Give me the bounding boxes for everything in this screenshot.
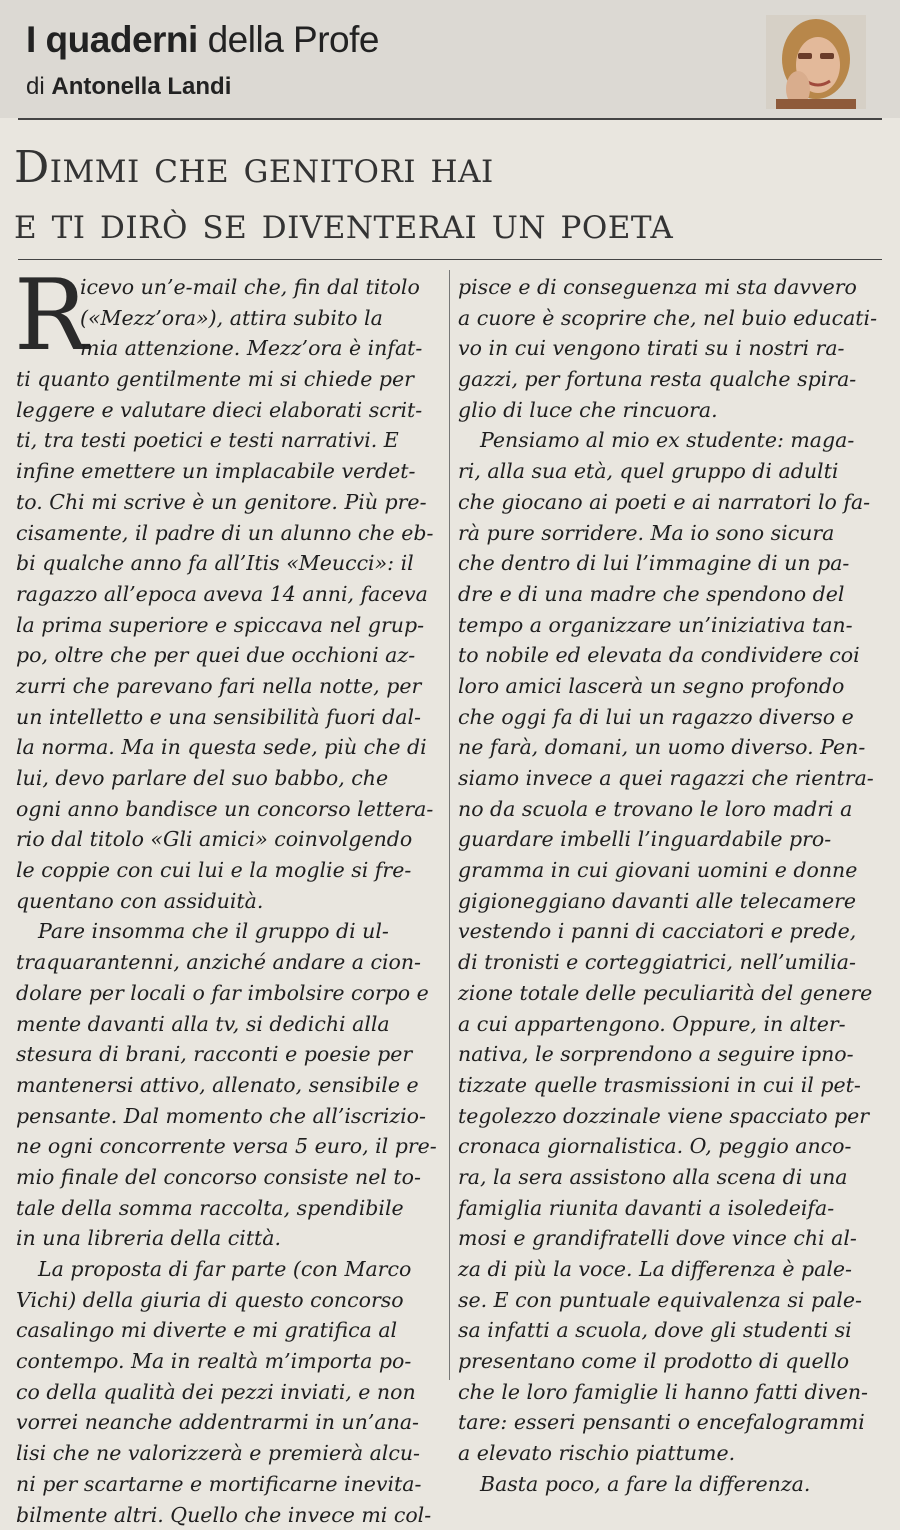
article-column-right (458, 272, 886, 1500)
article-line: tempo a organizzare un’iniziativa tan- (458, 610, 886, 641)
article-line: cisamente, il padre di un alunno che eb- (16, 518, 440, 549)
article-line: che oggi fa di lui un ragazzo diverso e (458, 702, 886, 733)
article-line: bilmente altri. Quello che invece mi col- (16, 1500, 440, 1530)
article-line: che le loro famiglie li hanno fatti diven- (458, 1377, 886, 1408)
article-line: traquarantenni, anziché andare a cion- (16, 947, 440, 978)
article-line: dolare per locali o far imbolsire corpo e (16, 978, 440, 1009)
article-line: ragazzo all’epoca aveva 14 anni, faceva (16, 579, 440, 610)
article-line: presentano come il prodotto di quello (458, 1346, 886, 1377)
article-column-left (16, 272, 440, 1530)
article-line: icevo un’e-mail che, fin dal titolo (16, 272, 440, 303)
article-line: bi qualche anno fa all’Itis «Meucci»: il (16, 548, 440, 579)
article-line: ne ogni concorrente versa 5 euro, il pre- (16, 1131, 440, 1162)
article-line: vestendo i panni di cacciatori e prede, (458, 916, 886, 947)
article-line: gramma in cui giovani uomini e donne (458, 855, 886, 886)
article-line: Vichi) della giuria di questo concorso (16, 1285, 440, 1316)
article-line: che giocano ai poeti e ai narratori lo fa- (458, 487, 886, 518)
article-line: zurri che parevano fari nella notte, per (16, 671, 440, 702)
article-line: loro amici lascerà un segno profondo (458, 671, 886, 702)
article-line: tizzate quelle trasmissioni in cui il pet- (458, 1070, 886, 1101)
article-line: pensante. Dal momento che all’iscrizio- (16, 1101, 440, 1132)
article-line: rà pure sorridere. Ma io sono sicura (458, 518, 886, 549)
article-line: cronaca giornalistica. O, peggio anco- (458, 1131, 886, 1162)
article-line: siamo invece a quei ragazzi che rientra- (458, 763, 886, 794)
article-line: mosi e grandifratelli dove vince chi al- (458, 1223, 886, 1254)
article-line: quentano con assiduità. (16, 886, 440, 917)
drop-cap: R (14, 270, 80, 362)
article-line: la prima superiore e spiccava nel grup- (16, 610, 440, 641)
article-line: ra, la sera assistono alla scena di una (458, 1162, 886, 1193)
article-line: la norma. Ma in questa sede, più che di (16, 732, 440, 763)
article-line: a cuore è scoprire che, nel buio educati- (458, 303, 886, 334)
article-line: infine emettere un implacabile verdet- (16, 456, 440, 487)
article-line: glio di luce che rincuora. (458, 395, 886, 426)
article-line: za di più la voce. La differenza è pale- (458, 1254, 886, 1285)
article-line: se. E con puntuale equivalenza si pale- (458, 1285, 886, 1316)
article-line: a cui appartengono. Oppure, in alter- (458, 1009, 886, 1040)
byline (26, 72, 231, 102)
article-line: nativa, le sorprendono a seguire ipno- (458, 1039, 886, 1070)
article-line: dre e di una madre che spendono del (458, 579, 886, 610)
article-line: lui, devo parlare del suo babbo, che (16, 763, 440, 794)
article-line: Pensiamo al mio ex studente: maga- (458, 425, 886, 456)
article-line: ogni anno bandisce un concorso lettera- (16, 794, 440, 825)
article-line: mio finale del concorso consiste nel to- (16, 1162, 440, 1193)
article-line: pisce e di conseguenza mi sta davvero (458, 272, 886, 303)
article-line: vo in cui vengono tirati su i nostri ra- (458, 333, 886, 364)
byline-prefix: di (26, 73, 45, 100)
article-line: stesura di brani, racconti e poesie per (16, 1039, 440, 1070)
article-line: che dentro di lui l’immagine di un pa- (458, 548, 886, 579)
headline-rule (18, 259, 882, 260)
author-photo (766, 15, 866, 109)
headline-line-2: e ti dirò se diventerai un poeta (14, 196, 884, 252)
author-name: Antonella Landi (51, 73, 231, 100)
article-line: («Mezz’ora»), attira subito la (16, 303, 440, 334)
article-line: lisi che ne valorizzerà e premierà alcu- (16, 1438, 440, 1469)
article-line: ri, alla sua età, quel gruppo di adulti (458, 456, 886, 487)
article-line: no da scuola e trovano le loro madri a (458, 794, 886, 825)
article-line: un intelletto e una sensibilità fuori dal- (16, 702, 440, 733)
article-line: tare: esseri pensanti o encefalogrammi (458, 1407, 886, 1438)
author-portrait-icon (766, 15, 866, 109)
article-line: sa infatti a scuola, dove gli studenti si (458, 1315, 886, 1346)
article-line: vorrei neanche addentrarmi in un’ana- (16, 1407, 440, 1438)
article-line: casalingo mi diverte e mi gratifica al (16, 1315, 440, 1346)
article-line: tale della somma raccolta, spendibile (16, 1193, 440, 1224)
article-line: ne farà, domani, un uomo diverso. Pen- (458, 732, 886, 763)
article-line: in una libreria della città. (16, 1223, 440, 1254)
article-line: le coppie con cui lui e la moglie si fre- (16, 855, 440, 886)
article-line: ti, tra testi poetici e testi narrativi. E (16, 425, 440, 456)
article-line: guardare imbelli l’inguardabile pro- (458, 824, 886, 855)
article-line: leggere e valutare dieci elaborati scrit- (16, 395, 440, 426)
column-divider (449, 270, 450, 1380)
article-line: to nobile ed elevata da condividere coi (458, 640, 886, 671)
article-line: Pare insomma che il gruppo di ul- (16, 916, 440, 947)
article-line: rio dal titolo «Gli amici» coinvolgendo (16, 824, 440, 855)
article-line: ti quanto gentilmente mi si chiede per (16, 364, 440, 395)
article-line: mantenersi attivo, allenato, sensibile e (16, 1070, 440, 1101)
article-line: famiglia riunita davanti a isoledeifa- (458, 1193, 886, 1224)
article-line: ni per scartarne e mortificarne inevita- (16, 1469, 440, 1500)
headline-line-1: Dimmi che genitori hai (14, 140, 884, 196)
article-line: contempo. Ma in realtà m’importa po- (16, 1346, 440, 1377)
article-line: tegolezzo dozzinale viene spacciato per (458, 1101, 886, 1132)
article-line: mente davanti alla tv, si dedichi alla (16, 1009, 440, 1040)
article-line: a elevato rischio piattume. (458, 1438, 886, 1469)
article-line: mia attenzione. Mezz’ora è infat- (16, 333, 440, 364)
column-title-rest: della Profe (208, 19, 379, 60)
article-line: Basta poco, a fare la differenza. (458, 1469, 886, 1500)
article-line: gazzi, per fortuna resta qualche spira- (458, 364, 886, 395)
column-title (26, 18, 379, 62)
article-line: to. Chi mi scrive è un genitore. Più pre- (16, 487, 440, 518)
header-rule (18, 118, 882, 120)
article-line: La proposta di far parte (con Marco (16, 1254, 440, 1285)
article-line: co della qualità dei pezzi inviati, e non (16, 1377, 440, 1408)
article-line: po, oltre che per quei due occhioni az- (16, 640, 440, 671)
article-line: zione totale delle peculiarità del genere (458, 978, 886, 1009)
headline (14, 140, 884, 252)
column-title-bold: I quaderni (26, 19, 198, 60)
article-line: gigioneggiano davanti alle telecamere (458, 886, 886, 917)
article-line: di tronisti e corteggiatrici, nell’umilia- (458, 947, 886, 978)
